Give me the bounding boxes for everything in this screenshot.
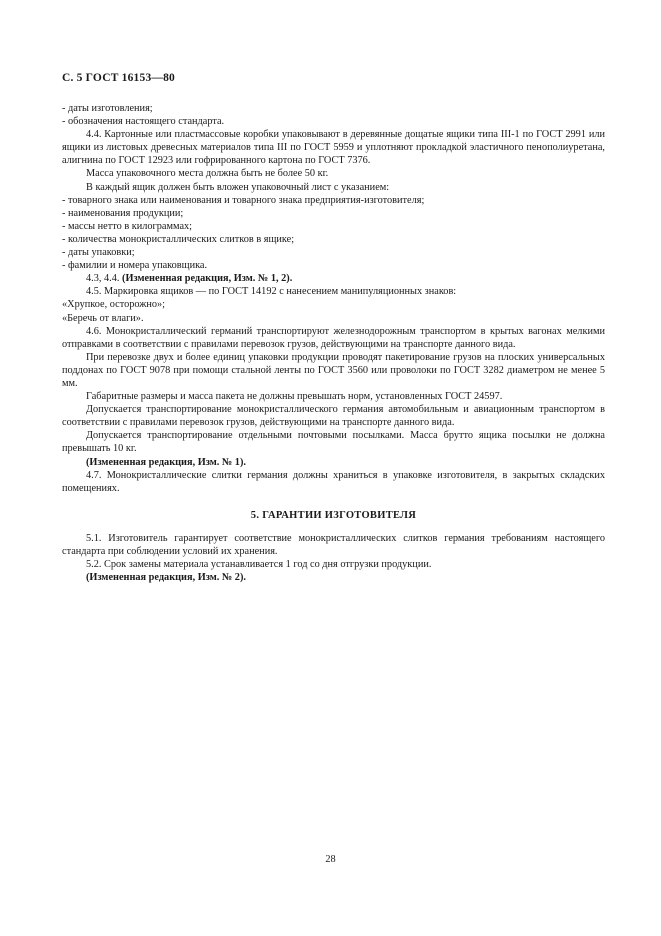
amendment-note-1 (62, 272, 605, 285)
paragraph-5-2: 5.2. Срок замены материала устанавливается 1 год со дня отгрузки продукции. (86, 559, 432, 571)
list-item: - товарного знака или наименования и товарного знака предприятия-изготовителя; (62, 194, 425, 206)
section-title: 5. ГАРАНТИИ ИЗГОТОВИТЕЛЯ (250, 509, 417, 521)
paragraph: Допускается транспортирование отдельными почтовыми посылками. Масса брутто ящика посылки не должна превышать 10 кг. (62, 430, 605, 455)
list-item: - количества монокристаллических слитков в ящике; (62, 233, 295, 245)
list-item: - обозначения настоящего стандарта. (62, 116, 225, 128)
list-item: «Беречь от влаги». (62, 312, 144, 324)
paragraph: 4.4. Картонные или пластмассовые коробки упаковывают в деревянные дощатые ящики типа III-1 по ГОСТ 2991 или ящики из листовых древесных материалов типа III по ГОСТ 5959 и уплотняют прокладкой эластичного пенополиуретана, алигнина по ГОСТ 12923 или гофрированного картона по ГОСТ 7376. (62, 129, 605, 167)
amendment-note-1-prefix: 4.3, 4.4. (86, 273, 123, 285)
list-item: - наименования продукции; (62, 207, 184, 219)
page-header: С. 5 ГОСТ 16153—80 (62, 72, 175, 84)
document-body (62, 102, 605, 584)
top-paragraphs (62, 102, 605, 272)
paragraph: 4.5. Маркировка ящиков — по ГОСТ 14192 с нанесением манипуляционных знаков: (86, 286, 457, 298)
paragraph: В каждый ящик должен быть вложен упаковочный лист с указанием: (86, 181, 390, 193)
paragraph: Допускается транспортирование монокристаллического германия автомобильным и авиационным транспортом в соответствии с правилами перевозок грузов, действующими на транспорте данного вида. (62, 404, 605, 429)
list-item: - фамилии и номера упаковщика. (62, 260, 208, 272)
mid-paragraphs (62, 285, 605, 455)
paragraph: Масса упаковочного места должна быть не более 50 кг. (86, 168, 329, 180)
paragraph: 4.6. Монокристаллический германий транспортируют железнодорожным транспортом в крытых вагонах мелкими отправками в соответствии с правилами перевозок грузов, действующими на транспорте данного вида. (62, 325, 605, 350)
list-item: - даты изготовления; (62, 103, 153, 114)
paragraph: Габаритные размеры и масса пакета не должны превышать норм, установленных ГОСТ 24597. (86, 391, 503, 403)
list-item: - даты упаковки; (62, 247, 135, 259)
amendment-note-2: (Измененная редакция, Изм. № 1). (86, 456, 246, 468)
paragraph-5-1: 5.1. Изготовитель гарантирует соответствие монокристаллических слитков германия требованиям настоящего стандарта при соблюдении условий их хранения. (62, 532, 605, 557)
page-number: 28 (325, 854, 336, 865)
paragraph: При перевозке двух и более единиц упаковки продукции проводят пакетирование грузов на плоских универсальных поддонах по ГОСТ 9078 при помощи стальной ленты по ГОСТ 3560 или проволоки по ГОСТ 3282 диаметром не менее 5 мм. (62, 351, 605, 389)
amendment-note-1-text: (Измененная редакция, Изм. № 1, 2). (122, 273, 293, 285)
paragraph-4-7: 4.7. Монокристаллические слитки германия должны храниться в упаковке изготовителя, в закрытых складских помещениях. (62, 469, 605, 494)
list-item: - массы нетто в килограммах; (62, 220, 193, 232)
amendment-note-3: (Измененная редакция, Изм. № 2). (86, 572, 246, 584)
list-item: «Хрупкое, осторожно»; (62, 299, 166, 311)
